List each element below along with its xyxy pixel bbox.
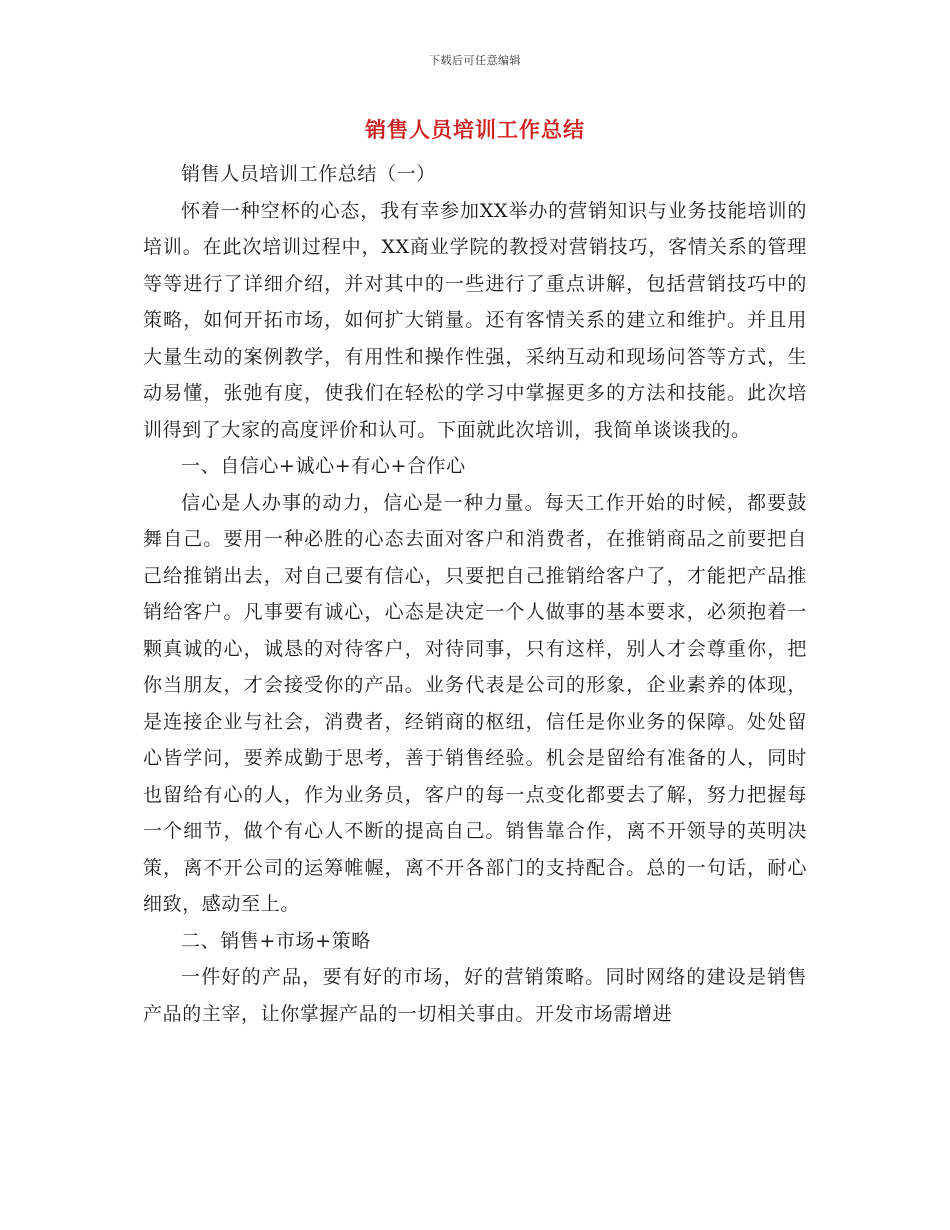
section-heading-subtitle: 销售人员培训工作总结（一）	[181, 163, 436, 185]
section-heading-two: 二、销售+市场+策略	[181, 929, 371, 952]
header-note: 下载后可任意编辑	[429, 54, 521, 67]
body-paragraph-confidence: 信心是人办事的动力，信心是一种力量。每天工作开始的时候，都要鼓舞自己。要用一种必胜的心态去面对客户和消费者，在推销商品之前要把自己给推销出去，对自己要有信心，只要把自己推销给客户了，才能把产品推销给客户。凡事要有诚心，心态是决定一个人做事的基本要求，必须抱着一颗真诚的心，诚恳的对待客户，对待同事，只有这样，别人才会尊重你，把你当朋友，才会接受你的产品。业务代表是公司的形象，企业素养的体现，是连接企业与社会，消费者，经销商的枢纽，信任是你业务的保障。处处留心皆学问，要养成勤于思考，善于销售经验。机会是留给有准备的人，同时也留给有心的人，作为业务员，客户的每一点变化都要去了解，努力把握每一个细节，做个有心人不断的提高自己。销售靠合作，离不开领导的英明决策，离不开公司的运筹帷幄，离不开各部门的支持配合。总的一句话，耐心细致，感动至上。	[143, 491, 807, 915]
document-body	[143, 156, 807, 1032]
body-paragraph-intro: 怀着一种空杯的心态，我有幸参加XX举办的营销知识与业务技能培训的培训。在此次培训过程中，XX商业学院的教授对营销技巧，客情关系的管理等等进行了详细介绍，并对其中的一些进行了重点讲解，包括营销技巧中的策略，如何开拓市场，如何扩大销量。还有客情关系的建立和维护。并且用大量生动的案例教学，有用性和操作性强，采纳互动和现场问答等方式，生动易懂，张弛有度，使我们在轻松的学习中掌握更多的方法和技能。此次培训得到了大家的高度评价和认可。下面就此次培训，我简单谈谈我的。	[143, 199, 807, 441]
section-heading-one: 一、自信心+诚心+有心+合作心	[181, 455, 466, 477]
document-title: 销售人员培训工作总结	[365, 117, 585, 142]
body-paragraph-market: 一件好的产品，要有好的市场，好的营销策略。同时网络的建设是销售产品的主宰，让你掌握产品的一切相关事由。开发市场需增进	[143, 966, 807, 1025]
